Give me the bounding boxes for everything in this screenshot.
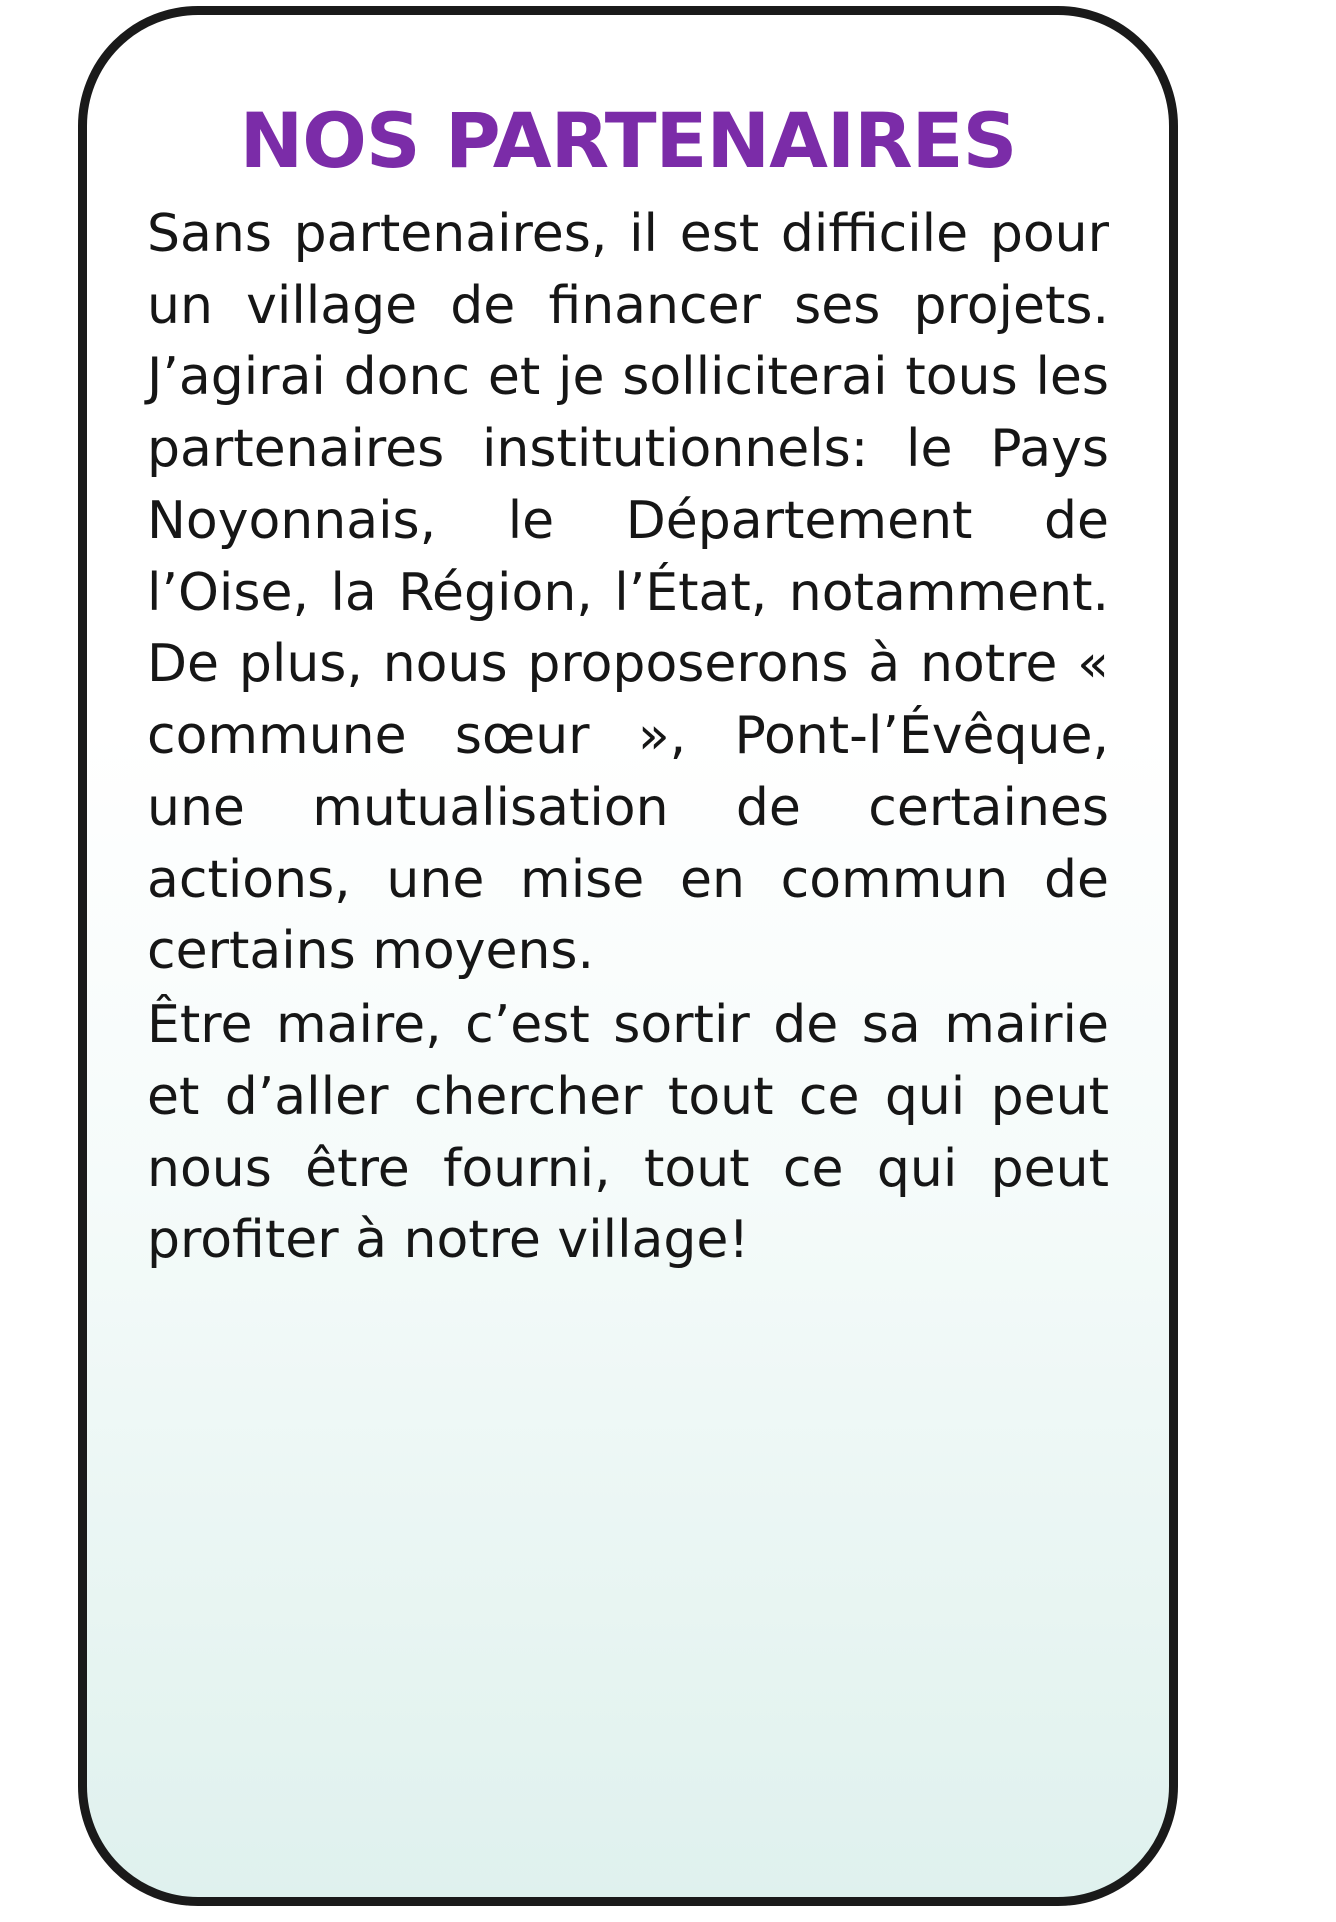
card-paragraph: Sans partenaires, il est difficile pour un village de financer ses projets. J’agirai donc et je solliciterai tous les partenaires institutionnels: le Pays Noyonnais, le Département de l’Oise, la Région, l’État, notamment. De plus, nous proposerons à notre « commune sœur », Pont-l’Évêque, une mutualisation de certaines actions, une mise en commun de certains moyens. — [147, 203, 1109, 982]
card-paragraph: Être maire, c’est sortir de sa mairie et d’aller chercher tout ce qui peut nous être fourni, tout ce qui peut profiter à notre village! — [147, 995, 1109, 1271]
card-content — [147, 96, 1109, 1277]
card-body — [147, 199, 1109, 1277]
card-title: NOS PARTENAIRES — [239, 96, 1017, 185]
partners-card — [78, 6, 1178, 1906]
